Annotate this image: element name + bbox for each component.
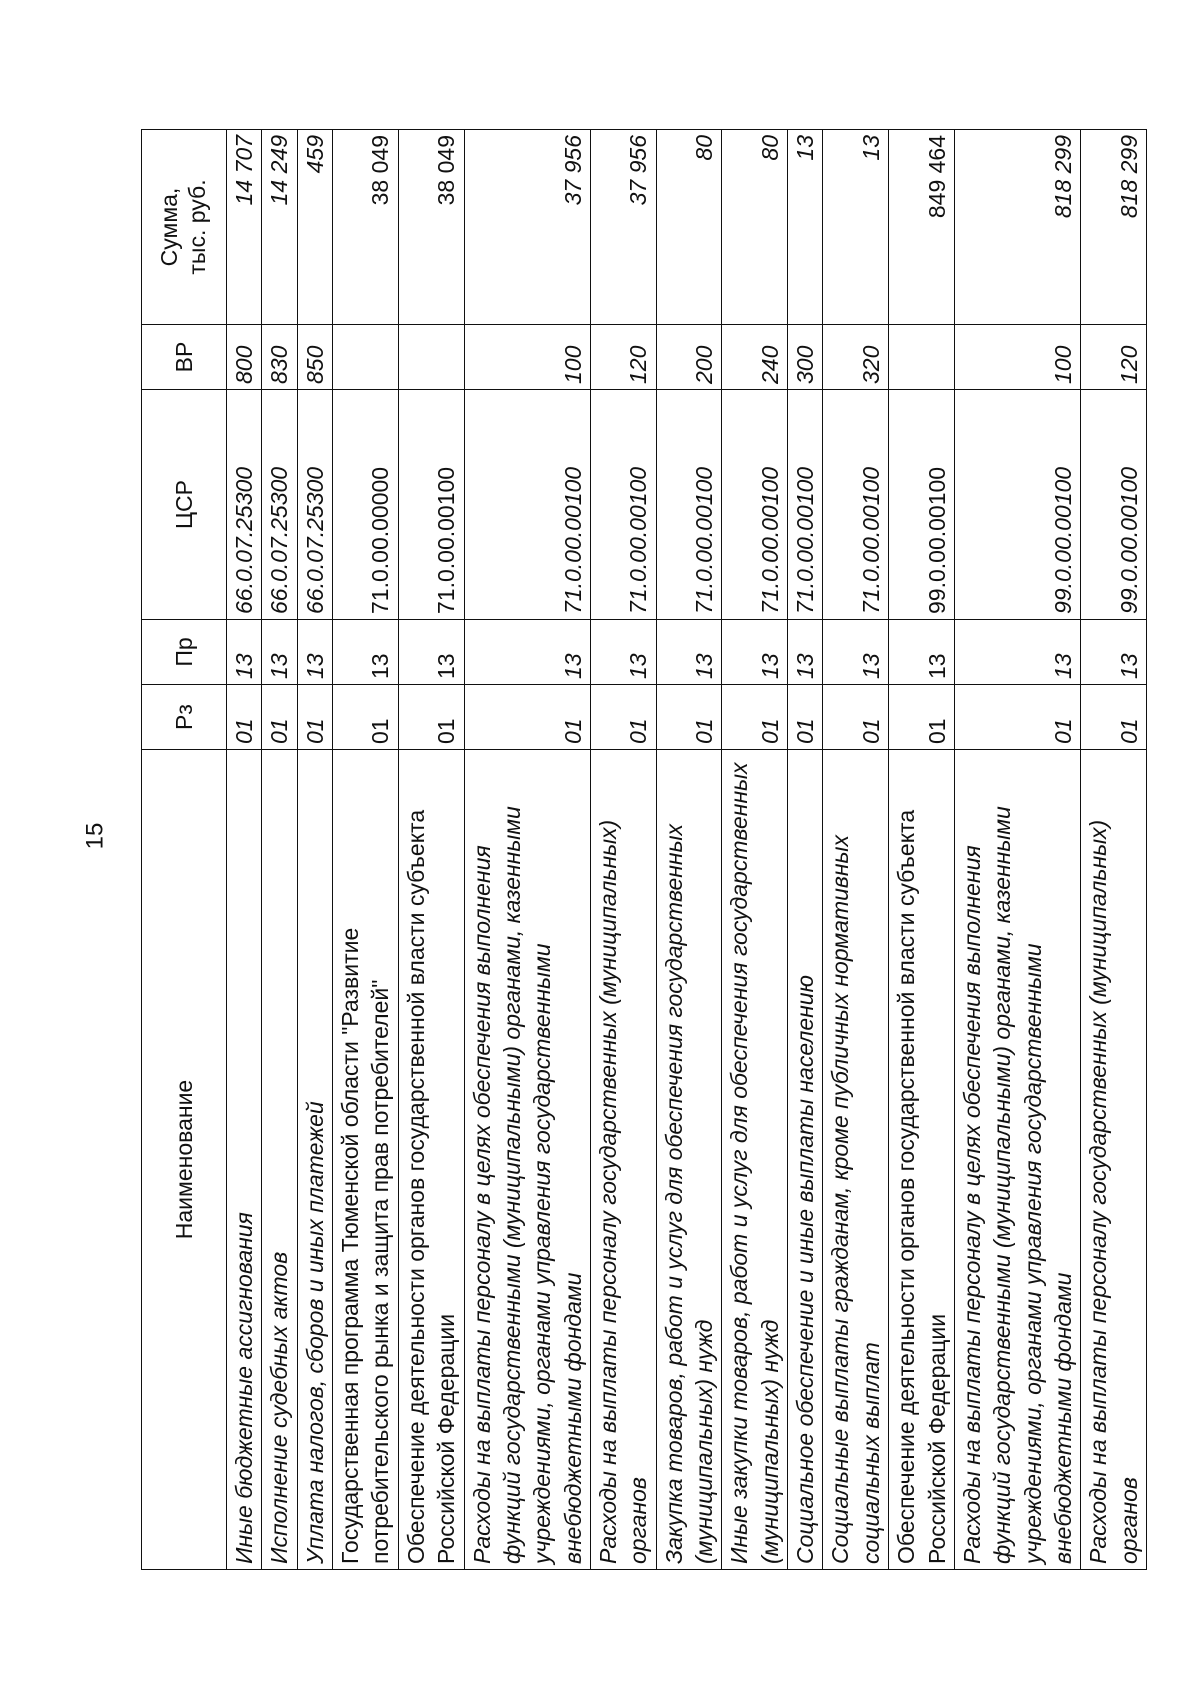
cell-pr: 13 <box>297 620 332 685</box>
cell-pr: 13 <box>1081 620 1147 685</box>
table-row <box>297 130 332 1570</box>
cell-name: Социальное обеспечение и иные выплаты населению <box>788 750 823 1570</box>
cell-rz: 01 <box>398 685 464 750</box>
cell-csr: 71.0.00.00100 <box>788 390 823 620</box>
table-row <box>788 130 823 1570</box>
cell-name: Расходы на выплаты персоналу государственных (муниципальных) органов <box>1081 750 1147 1570</box>
cell-name: Социальные выплаты гражданам, кроме публичных нормативных социальных выплат <box>823 750 889 1570</box>
table-row <box>954 130 1080 1570</box>
cell-sum: 14 249 <box>262 130 297 325</box>
cell-vr: 100 <box>954 325 1080 390</box>
cell-name: Иные закупки товаров, работ и услуг для обеспечения государственных (муниципальных) нужд <box>722 750 788 1570</box>
cell-rz: 01 <box>227 685 262 750</box>
cell-vr: 320 <box>823 325 889 390</box>
header-pr: Пр <box>142 620 227 685</box>
table-row <box>590 130 656 1570</box>
cell-pr: 13 <box>398 620 464 685</box>
cell-name: Исполнение судебных актов <box>262 750 297 1570</box>
cell-name: Закупка товаров, работ и услуг для обеспечения государственных (муниципальных) нужд <box>656 750 722 1570</box>
cell-pr: 13 <box>262 620 297 685</box>
cell-csr: 66.0.07.25300 <box>227 390 262 620</box>
cell-vr: 800 <box>227 325 262 390</box>
cell-pr: 13 <box>333 620 399 685</box>
cell-rz: 01 <box>1081 685 1147 750</box>
cell-csr: 71.0.00.00100 <box>656 390 722 620</box>
cell-pr: 13 <box>823 620 889 685</box>
cell-pr: 13 <box>656 620 722 685</box>
budget-table <box>141 129 1147 1570</box>
cell-rz: 01 <box>333 685 399 750</box>
table-row <box>656 130 722 1570</box>
cell-sum: 38 049 <box>398 130 464 325</box>
table-row <box>722 130 788 1570</box>
cell-name: Расходы на выплаты персоналу в целях обеспечения выполнения функций государственными (муниципальными) органами, казенными учреждениями, органами управления государственными внебюджетными фондами <box>954 750 1080 1570</box>
cell-csr: 99.0.00.00100 <box>889 390 955 620</box>
cell-vr: 830 <box>262 325 297 390</box>
cell-rz: 01 <box>788 685 823 750</box>
cell-sum: 37 956 <box>590 130 656 325</box>
cell-sum: 14 707 <box>227 130 262 325</box>
header-sum-line1: Сумма, <box>156 187 183 267</box>
table-row <box>1081 130 1147 1570</box>
cell-csr: 66.0.07.25300 <box>297 390 332 620</box>
header-sum <box>142 130 227 325</box>
cell-sum: 818 299 <box>1081 130 1147 325</box>
cell-csr: 71.0.00.00100 <box>823 390 889 620</box>
cell-pr: 13 <box>889 620 955 685</box>
table-row <box>333 130 399 1570</box>
cell-sum: 849 464 <box>889 130 955 325</box>
table-body <box>227 130 1147 1570</box>
table-row <box>262 130 297 1570</box>
cell-rz: 01 <box>464 685 590 750</box>
cell-vr: 100 <box>464 325 590 390</box>
table-row <box>823 130 889 1570</box>
cell-pr: 13 <box>464 620 590 685</box>
cell-name: Иные бюджетные ассигнования <box>227 750 262 1570</box>
cell-vr <box>889 325 955 390</box>
cell-sum: 38 049 <box>333 130 399 325</box>
cell-pr: 13 <box>954 620 1080 685</box>
cell-rz: 01 <box>262 685 297 750</box>
cell-vr: 850 <box>297 325 332 390</box>
cell-rz: 01 <box>722 685 788 750</box>
header-rz: Рз <box>142 685 227 750</box>
cell-sum: 13 <box>788 130 823 325</box>
cell-csr: 71.0.00.00100 <box>590 390 656 620</box>
cell-csr: 71.0.00.00100 <box>722 390 788 620</box>
cell-csr: 99.0.00.00100 <box>1081 390 1147 620</box>
cell-rz: 01 <box>590 685 656 750</box>
cell-name: Расходы на выплаты персоналу государственных (муниципальных) органов <box>590 750 656 1570</box>
cell-pr: 13 <box>722 620 788 685</box>
cell-vr: 120 <box>1081 325 1147 390</box>
cell-vr <box>333 325 399 390</box>
cell-rz: 01 <box>889 685 955 750</box>
cell-sum: 818 299 <box>954 130 1080 325</box>
cell-sum: 37 956 <box>464 130 590 325</box>
cell-pr: 13 <box>227 620 262 685</box>
header-csr: ЦСР <box>142 390 227 620</box>
cell-vr: 300 <box>788 325 823 390</box>
cell-sum: 13 <box>823 130 889 325</box>
cell-vr: 120 <box>590 325 656 390</box>
table-row <box>398 130 464 1570</box>
cell-name: Уплата налогов, сборов и иных платежей <box>297 750 332 1570</box>
cell-vr: 200 <box>656 325 722 390</box>
cell-sum: 80 <box>722 130 788 325</box>
table-header-row <box>142 130 227 1570</box>
cell-sum: 80 <box>656 130 722 325</box>
page-number: 15 <box>81 822 109 850</box>
cell-csr: 71.0.00.00100 <box>398 390 464 620</box>
cell-name: Государственная программа Тюменской области "Развитие потребительского рынка и защита прав потребителей" <box>333 750 399 1570</box>
cell-csr: 66.0.07.25300 <box>262 390 297 620</box>
cell-csr: 99.0.00.00100 <box>954 390 1080 620</box>
cell-rz: 01 <box>954 685 1080 750</box>
table-row <box>227 130 262 1570</box>
cell-vr: 240 <box>722 325 788 390</box>
rotated-table-wrapper <box>141 130 1142 1570</box>
cell-name: Обеспечение деятельности органов государственной власти субъекта Российской Федерации <box>398 750 464 1570</box>
cell-csr: 71.0.00.00100 <box>464 390 590 620</box>
cell-vr <box>398 325 464 390</box>
table-row <box>889 130 955 1570</box>
cell-pr: 13 <box>788 620 823 685</box>
header-name: Наименование <box>142 750 227 1570</box>
header-sum-line2: тыс. руб. <box>184 179 210 275</box>
cell-name: Обеспечение деятельности органов государственной власти субъекта Российской Федерации <box>889 750 955 1570</box>
table-row <box>464 130 590 1570</box>
cell-rz: 01 <box>656 685 722 750</box>
cell-sum: 459 <box>297 130 332 325</box>
cell-pr: 13 <box>590 620 656 685</box>
cell-rz: 01 <box>823 685 889 750</box>
cell-csr: 71.0.00.00000 <box>333 390 399 620</box>
cell-rz: 01 <box>297 685 332 750</box>
cell-name: Расходы на выплаты персоналу в целях обеспечения выполнения функций государственными (муниципальными) органами, казенными учреждениями, органами управления государственными внебюджетными фондами <box>464 750 590 1570</box>
header-vr: ВР <box>142 325 227 390</box>
